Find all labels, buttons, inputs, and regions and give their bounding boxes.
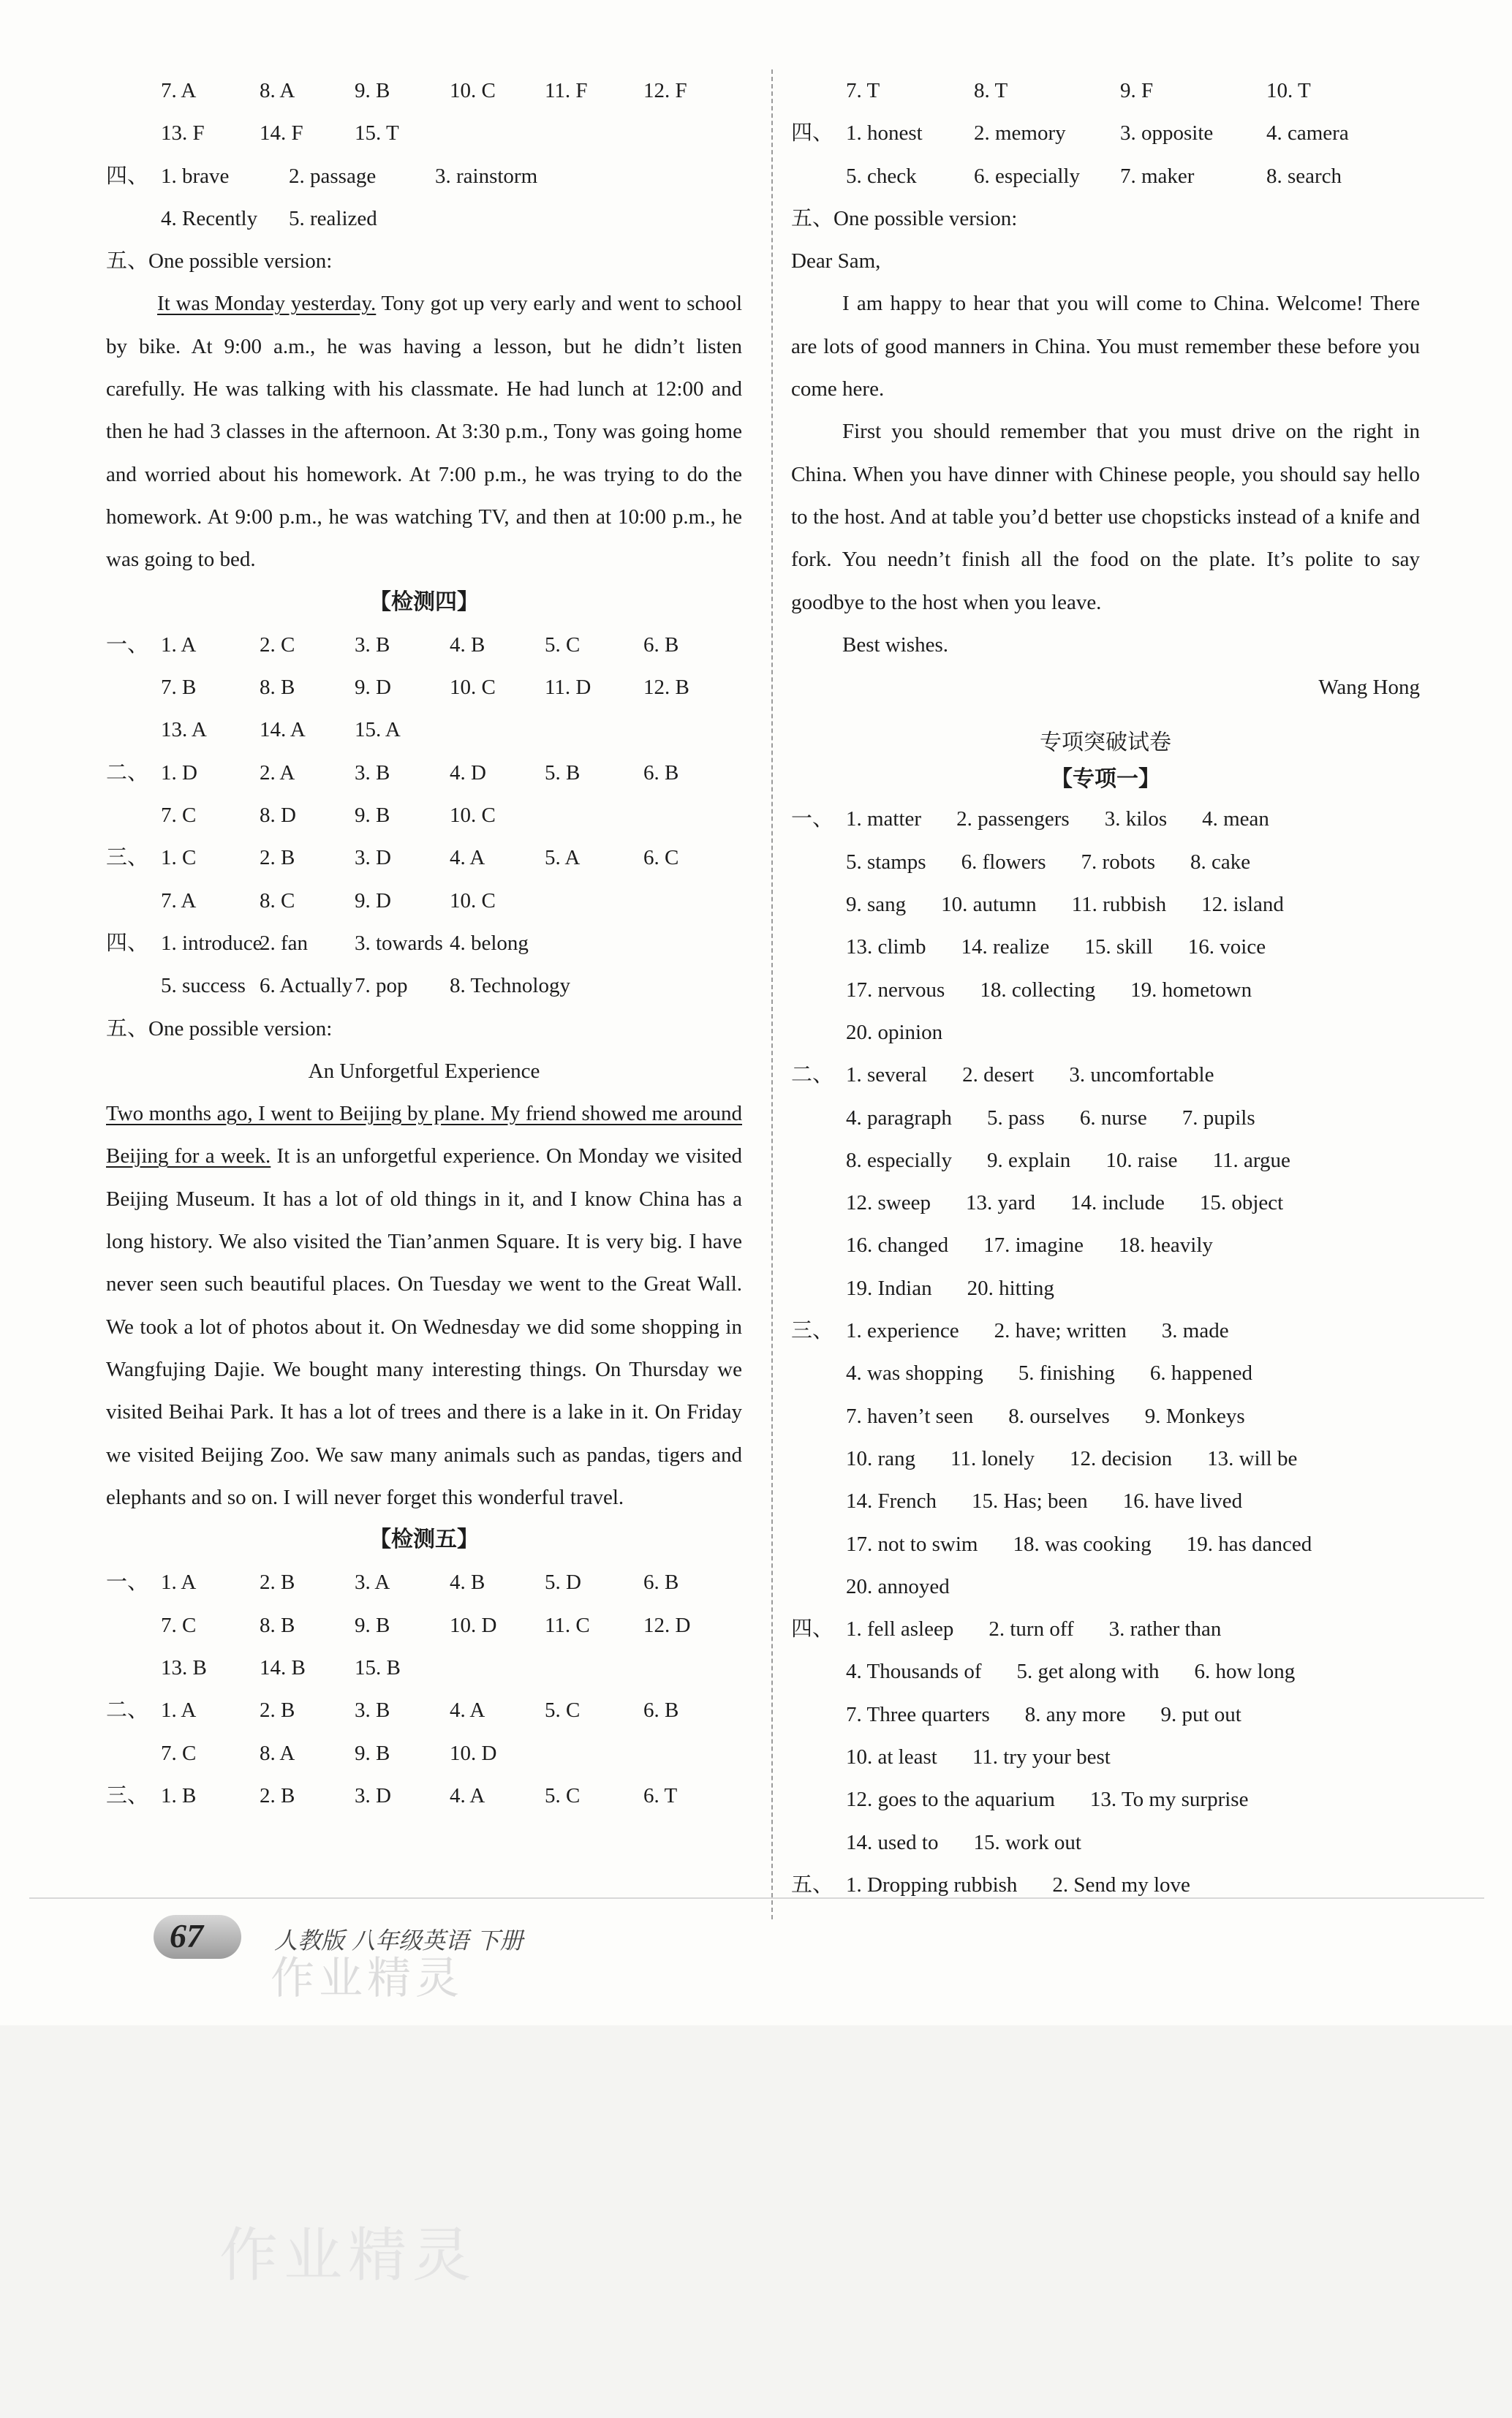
answer-item: 7. Three quarters: [846, 1702, 990, 1726]
answer-item: 11. D: [545, 676, 591, 700]
section-number: 三、: [106, 1783, 149, 1807]
answer-item: 1. A: [161, 632, 197, 657]
section-number: 二、: [106, 760, 149, 785]
answer-item: 15. A: [355, 718, 401, 742]
answer-item: 12. B: [643, 676, 689, 700]
answer-row: [791, 1352, 1420, 1394]
answer-item: 15. Has; been: [972, 1489, 1088, 1514]
answer-item: 1. C: [161, 846, 197, 870]
answer-item: 2. memory: [974, 121, 1066, 146]
answer-item: 13. yard: [965, 1191, 1036, 1215]
answer-item: 6. T: [643, 1783, 678, 1807]
answer-item: 7. C: [161, 804, 197, 828]
answer-row: [791, 1224, 1420, 1266]
answer-row: [791, 1139, 1420, 1182]
answer-item: 1. brave: [161, 164, 230, 188]
answer-item: 2. fan: [260, 931, 309, 955]
answer-item: 3. D: [355, 1783, 391, 1807]
answer-item: 19. hometown: [1130, 978, 1252, 1002]
answer-item: 12. D: [643, 1613, 691, 1637]
answer-item: 14. French: [846, 1489, 937, 1514]
answer-item: 12. island: [1201, 893, 1284, 917]
answer-item: 19. has danced: [1186, 1532, 1312, 1556]
answer-item: 5. stamps: [846, 850, 926, 874]
answer-item: 1. A: [161, 1699, 197, 1723]
answer-item: 5. get along with: [1016, 1660, 1160, 1684]
essay1: [106, 282, 742, 581]
essay1-body: Tony got up very early and went to school by bike. At 9:00 a.m., he was having a lesson, but he didn’t listen carefully. He was talking with his classmate. He had lunch at 12:00 and then he had 3 classes in the afternoon. At 3:30 p.m., Tony was going home and worried about his homework. At 7:00 p.m., he was trying to do the homework. At 9:00 p.m., he was watching TV, and then at 10:00 p.m., he was going to bed.: [106, 292, 743, 572]
answer-item: 2. passengers: [956, 807, 1070, 831]
answer-item: 2. B: [260, 1571, 295, 1595]
answer-item: 1. fell asleep: [846, 1617, 954, 1641]
answer-item: 6. B: [643, 632, 679, 657]
answer-item: 6. happened: [1149, 1361, 1252, 1386]
answer-item: 6. how long: [1194, 1660, 1296, 1684]
answer-item: 8. ourselves: [1008, 1404, 1110, 1428]
answer-row: [791, 1097, 1420, 1139]
answer-row: [791, 1182, 1420, 1224]
answer-item: 10. D: [450, 1741, 497, 1765]
answer-item: 6. B: [643, 1699, 679, 1723]
special-title: 专项突破试卷: [1040, 730, 1171, 756]
answer-item: 4. paragraph: [846, 1106, 952, 1130]
answer-row: [791, 1650, 1420, 1693]
answer-row: [791, 1565, 1420, 1608]
answer-item: 16. have lived: [1122, 1489, 1243, 1514]
answer-row: [791, 926, 1420, 968]
answer-item: 6. B: [643, 1571, 679, 1595]
answer-row: [791, 155, 1420, 197]
answer-row: [106, 922, 742, 964]
answer-row: [791, 798, 1420, 840]
answer-item: 9. B: [355, 804, 390, 828]
answer-item: 15. object: [1199, 1191, 1284, 1215]
answer-item: 5. A: [545, 846, 581, 870]
section-number: 二、: [106, 1699, 149, 1723]
answer-row: [791, 883, 1420, 926]
answer-item: 11. try your best: [972, 1745, 1111, 1769]
section-number: 一、: [106, 632, 149, 657]
answer-item: 2. A: [260, 760, 295, 785]
answer-item: 5. C: [545, 632, 581, 657]
section-number: 一、: [791, 807, 834, 831]
answer-item: 8. T: [974, 79, 1008, 102]
answer-item: 7. haven’t seen: [846, 1404, 974, 1428]
answer-item: 16. changed: [846, 1233, 949, 1258]
answer-item: 10. rang: [846, 1446, 916, 1470]
answer-item: 1. A: [161, 1571, 197, 1595]
test5-title: 【检测五】: [369, 1527, 479, 1553]
answer-item: 15. B: [355, 1655, 401, 1680]
answer-item: 6. B: [643, 760, 679, 785]
answer-row: [791, 1480, 1420, 1522]
test4-title: 【检测四】: [369, 589, 479, 615]
page-number: 67: [170, 1917, 203, 1954]
answer-item: 2. have; written: [994, 1319, 1127, 1343]
answer-item: 6. Actually: [260, 974, 353, 998]
answer-item: 4. Recently: [161, 206, 258, 230]
answer-item: 3. rather than: [1108, 1617, 1222, 1641]
answer-item: 1. Dropping rubbish: [846, 1873, 1018, 1897]
left-column: [106, 69, 742, 1817]
section-number: 三、: [791, 1319, 834, 1343]
column-divider: [771, 69, 773, 1919]
bottom-rule: [29, 1897, 1484, 1899]
answer-item: 20. hitting: [967, 1276, 1054, 1300]
answer-item: 14. B: [260, 1655, 306, 1680]
answer-item: 3. B: [355, 632, 390, 657]
answer-row: [106, 69, 742, 112]
section-number: 四、: [106, 164, 149, 188]
answer-item: 5. C: [545, 1783, 581, 1807]
answer-item: 1. experience: [846, 1319, 959, 1343]
answer-item: 8. search: [1266, 164, 1342, 188]
answer-item: 9. B: [355, 1613, 390, 1637]
answer-row: [791, 1821, 1420, 1864]
right-column: [791, 69, 1420, 1906]
answer-row: [106, 964, 742, 1007]
answer-item: 1. D: [161, 760, 197, 785]
answer-item: 8. Technology: [450, 974, 570, 998]
answer-row: [791, 1693, 1420, 1736]
answer-row: [791, 1310, 1420, 1352]
answer-item: 18. heavily: [1119, 1233, 1213, 1258]
answer-item: 3. B: [355, 1699, 390, 1723]
answer-item: 10. T: [1266, 79, 1311, 102]
essay1-underlined: It was Monday yesterday.: [157, 292, 377, 316]
answer-item: 9. D: [355, 676, 391, 700]
answer-item: 4. Thousands of: [846, 1660, 982, 1684]
answer-row: [106, 1647, 742, 1689]
answer-item: 14. F: [260, 121, 303, 146]
answer-item: 8. C: [260, 888, 295, 913]
answer-row: [106, 1775, 742, 1817]
answer-item: 1. B: [161, 1783, 197, 1807]
test4-answers: [106, 624, 742, 1008]
answer-item: 10. autumn: [941, 893, 1037, 917]
answer-item: 4. was shopping: [846, 1361, 983, 1386]
answer-item: 4. A: [450, 846, 485, 870]
book-info: 人教版 八年级英语 下册: [274, 1927, 523, 1954]
answer-item: 20. annoyed: [846, 1574, 950, 1598]
answer-item: 11. argue: [1212, 1148, 1290, 1172]
special1-answers: [791, 798, 1420, 1906]
answer-item: 20. opinion: [846, 1020, 943, 1044]
answer-item: 10. at least: [846, 1745, 937, 1769]
answer-item: 15. skill: [1084, 935, 1153, 959]
essay2-title: An Unforgetful Experience: [308, 1059, 540, 1083]
answer-item: 16. voice: [1187, 935, 1266, 959]
answer-item: 3. A: [355, 1571, 390, 1595]
answer-item: 8. D: [260, 804, 296, 828]
answer-item: 4. B: [450, 632, 485, 657]
answer-item: 6. especially: [974, 164, 1080, 188]
answer-row: [791, 69, 1420, 112]
answer-row: [106, 794, 742, 836]
answer-item: 18. was cooking: [1013, 1532, 1152, 1556]
section-number: 四、: [106, 931, 149, 955]
answer-item: 4. D: [450, 760, 486, 785]
answer-row: [791, 1437, 1420, 1480]
answer-item: 3. opposite: [1120, 121, 1214, 146]
right-top-answers: [791, 69, 1420, 197]
answer-row: [791, 1608, 1420, 1650]
answer-item: 3. kilos: [1104, 807, 1168, 831]
answer-item: 19. Indian: [846, 1276, 932, 1300]
answer-row: [106, 666, 742, 709]
section-number: 四、: [791, 121, 834, 146]
answer-item: 9. Monkeys: [1144, 1404, 1245, 1428]
answer-item: 1. several: [846, 1063, 928, 1087]
answer-item: 12. F: [643, 79, 687, 102]
essay2-body: It is an unforgetful experience. On Monday we visited Beijing Museum. It has a lot of old things in it, and I know China has a long history. We also visited the Tian’anmen Square. It is very big. I have never seen such beautiful places. On Tuesday we went to the Great Wall. We took a lot of photos about it. On Wednesday we did some shopping in Wangfujing Dajie. We bought many interesting things. On Thursday we visited Beihai Park. It has a lot of trees and there is a lake in it. On Friday we visited Beijing Zoo. We saw many animals such as pandas, tigers and elephants and so on. I will never forget this wonderful travel.: [106, 1144, 743, 1509]
answer-item: 6. nurse: [1079, 1106, 1147, 1130]
answer-row: [791, 1864, 1420, 1906]
answer-item: 2. B: [260, 1699, 295, 1723]
watermark-bottom: 作业精灵: [219, 2221, 477, 2289]
special1-title: 【专项一】: [1051, 766, 1160, 793]
answer-item: 10. raise: [1105, 1148, 1178, 1172]
answer-item: 13. F: [161, 121, 205, 146]
answer-row: [106, 112, 742, 154]
answer-item: 10. C: [450, 804, 496, 828]
answer-item: 7. pop: [355, 974, 408, 998]
answer-item: 8. A: [260, 79, 295, 102]
answer-item: 3. towards: [355, 931, 443, 955]
answer-item: 17. not to swim: [846, 1532, 978, 1556]
answer-item: 7. C: [161, 1741, 197, 1765]
answer-row: [791, 112, 1420, 154]
answer-item: 14. used to: [846, 1830, 939, 1854]
answer-item: 11. rubbish: [1071, 893, 1167, 917]
section-number: 二、: [791, 1063, 834, 1087]
letter-paragraph-2: First you should remember that you must drive on the right in China. When you have dinner with Chinese people, you should say hello to the host. And at table you’d better use chopsticks instead of a knife and fork. You needn’t finish all the food on the plate. It’s polite to say goodbye to the host when you leave.: [791, 420, 1420, 614]
answer-item: 5. C: [545, 1699, 581, 1723]
answer-row: [106, 1604, 742, 1647]
answer-item: 7. A: [161, 79, 197, 102]
answer-item: 5. pass: [986, 1106, 1045, 1130]
answer-item: 6. flowers: [961, 850, 1046, 874]
letter-signature: Wang Hong: [1318, 676, 1420, 700]
answer-row: [791, 1523, 1420, 1565]
answer-item: 13. climb: [846, 935, 926, 959]
answer-item: 5. check: [846, 164, 917, 188]
answer-item: 9. explain: [986, 1148, 1071, 1172]
answer-item: 15. T: [355, 121, 399, 146]
left-top-answers: [106, 69, 742, 155]
letter-paragraph-1: I am happy to hear that you will come to China. Welcome! There are lots of good manners in China. You must remember these before you come here.: [791, 292, 1420, 401]
essay2: [106, 1092, 742, 1519]
answer-item: 2. desert: [962, 1063, 1035, 1087]
answer-row: [791, 1011, 1420, 1054]
answer-item: 3. made: [1161, 1319, 1229, 1343]
answer-item: 1. matter: [846, 807, 922, 831]
answer-row: [106, 1732, 742, 1775]
letter-greeting: Dear Sam,: [791, 249, 881, 273]
answer-item: 9. put out: [1160, 1702, 1241, 1726]
answer-item: 3. uncomfortable: [1069, 1063, 1214, 1087]
test5-answers: [106, 1561, 742, 1817]
answer-item: 12. decision: [1069, 1446, 1173, 1470]
answer-item: 9. D: [355, 888, 391, 913]
answer-item: 15. work out: [973, 1830, 1081, 1854]
answer-item: 8. B: [260, 1613, 295, 1637]
section-number: 一、: [106, 1571, 149, 1595]
answer-item: 4. A: [450, 1783, 485, 1807]
answer-row: [106, 1689, 742, 1731]
answer-row: [791, 841, 1420, 883]
answer-item: 8. A: [260, 1741, 295, 1765]
answer-item: 8. especially: [846, 1148, 952, 1172]
answer-item: 8. any more: [1024, 1702, 1126, 1726]
answer-row: [791, 1267, 1420, 1310]
section-number: 三、: [106, 846, 149, 870]
answer-row: [106, 197, 742, 240]
answer-item: 1. honest: [846, 121, 923, 146]
answer-item: 3. D: [355, 846, 391, 870]
left-section4-answers: [106, 155, 742, 241]
answer-item: 7. A: [161, 888, 197, 913]
answer-row: [106, 836, 742, 879]
answer-item: 17. nervous: [846, 978, 945, 1002]
answer-item: 2. turn off: [989, 1617, 1074, 1641]
answer-item: 2. passage: [289, 164, 377, 188]
answer-item: 10. C: [450, 79, 496, 102]
answer-item: 11. F: [545, 79, 588, 102]
answer-item: 5. realized: [289, 206, 377, 230]
answer-item: 10. C: [450, 676, 496, 700]
answer-item: 7. robots: [1081, 850, 1156, 874]
answer-item: 13. To my surprise: [1089, 1788, 1249, 1812]
answer-item: 14. realize: [961, 935, 1050, 959]
answer-item: 6. C: [643, 846, 679, 870]
answer-item: 4. belong: [450, 931, 529, 955]
answer-row: [791, 1778, 1420, 1821]
answer-item: 5. D: [545, 1571, 581, 1595]
answer-row: [791, 1395, 1420, 1437]
section5-label: 五、One possible version:: [106, 249, 333, 273]
answer-item: 2. B: [260, 1783, 295, 1807]
answer-item: 11. lonely: [950, 1446, 1035, 1470]
section-number: 四、: [791, 1617, 834, 1641]
answer-row: [106, 709, 742, 751]
answer-item: 7. T: [846, 79, 880, 102]
answer-row: [791, 969, 1420, 1011]
answer-item: 4. mean: [1202, 807, 1269, 831]
answer-item: 2. Send my love: [1052, 1873, 1190, 1897]
answer-item: 9. B: [355, 79, 390, 102]
page-footer: [154, 1912, 812, 1963]
answer-item: 5. success: [161, 974, 246, 998]
answer-item: 10. D: [450, 1613, 497, 1637]
answer-item: 8. B: [260, 676, 295, 700]
answer-item: 8. cake: [1190, 850, 1251, 874]
essay2-underlined: Two months ago, I went to Beijing by plane. My friend showed me around Beijing for a week.: [106, 1102, 742, 1168]
answer-item: 2. B: [260, 846, 295, 870]
letter-closing: Best wishes.: [842, 632, 948, 657]
answer-item: 12. goes to the aquarium: [846, 1788, 1055, 1812]
answer-row: [106, 880, 742, 922]
answer-item: 1. introduce: [161, 931, 262, 955]
right-section5-label: 五、One possible version:: [791, 206, 1018, 230]
answer-item: 7. maker: [1120, 164, 1195, 188]
answer-item: 3. B: [355, 760, 390, 785]
answer-row: [106, 752, 742, 794]
answer-row: [791, 1054, 1420, 1096]
section5b-label: 五、One possible version:: [106, 1016, 333, 1040]
answer-item: 13. will be: [1207, 1446, 1298, 1470]
answer-item: 4. A: [450, 1699, 485, 1723]
answer-item: 2. C: [260, 632, 295, 657]
answer-item: 9. B: [355, 1741, 390, 1765]
answer-row: [106, 155, 742, 197]
answer-item: 13. A: [161, 718, 207, 742]
answer-item: 7. C: [161, 1613, 197, 1637]
answer-item: 11. C: [545, 1613, 590, 1637]
watermark-top: 作业精灵: [271, 1953, 464, 2004]
section-number: 五、: [791, 1873, 834, 1897]
answer-row: [791, 1736, 1420, 1778]
answer-item: 4. camera: [1266, 121, 1349, 146]
answer-item: 5. finishing: [1018, 1361, 1115, 1386]
answer-item: 4. B: [450, 1571, 485, 1595]
answer-item: 7. B: [161, 676, 197, 700]
answer-item: 10. C: [450, 888, 496, 913]
answer-item: 18. collecting: [980, 978, 1096, 1002]
answer-item: 9. F: [1120, 79, 1154, 102]
answer-item: 7. pupils: [1182, 1106, 1255, 1130]
answer-item: 12. sweep: [846, 1191, 931, 1215]
answer-item: 5. B: [545, 760, 581, 785]
answer-item: 13. B: [161, 1655, 207, 1680]
answer-item: 3. rainstorm: [435, 164, 538, 188]
answer-item: 14. A: [260, 718, 306, 742]
answer-item: 14. include: [1070, 1191, 1165, 1215]
answer-item: 17. imagine: [983, 1233, 1084, 1258]
answer-row: [106, 624, 742, 666]
answer-row: [106, 1561, 742, 1603]
answer-item: 9. sang: [846, 893, 907, 917]
